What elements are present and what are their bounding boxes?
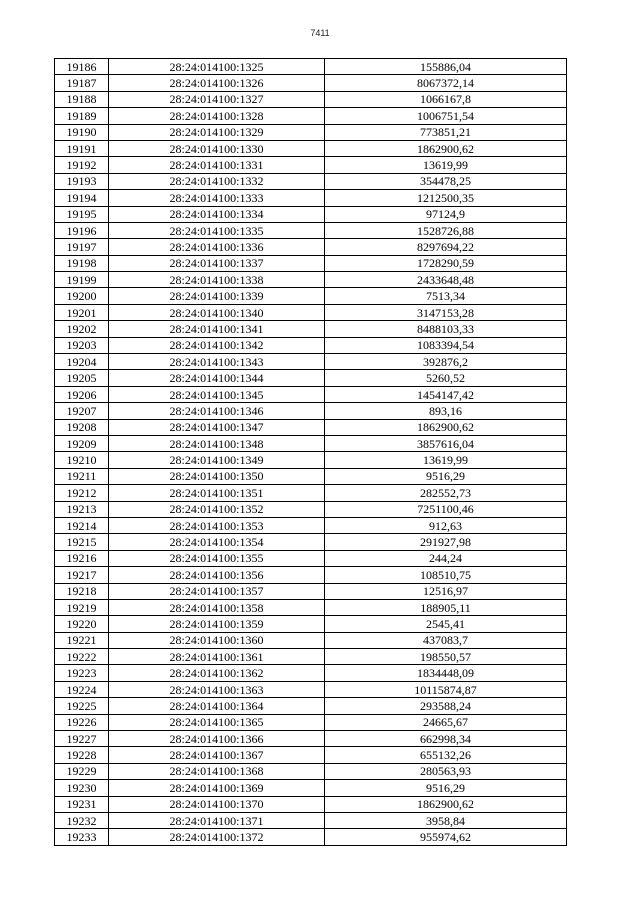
cadastral-number-cell: 28:24:014100:1325: [109, 59, 325, 75]
cadastral-value-cell: 1862900,62: [325, 140, 567, 156]
cadastral-value-cell: 8297694,22: [325, 239, 567, 255]
table-row: [55, 780, 567, 796]
row-number-cell: 19226: [55, 714, 109, 730]
cadastral-value-cell: 955974,62: [325, 829, 567, 845]
cadastral-number-cell: 28:24:014100:1333: [109, 190, 325, 206]
table-row: [55, 812, 567, 828]
cadastral-value-cell: 97124,9: [325, 206, 567, 222]
cadastral-value-cell: 1454147,42: [325, 386, 567, 402]
row-number-cell: 19196: [55, 222, 109, 238]
cadastral-value-cell: 2545,41: [325, 616, 567, 632]
table-row: [55, 681, 567, 697]
row-number-cell: 19189: [55, 108, 109, 124]
table-row: [55, 157, 567, 173]
cadastral-number-cell: 28:24:014100:1370: [109, 796, 325, 812]
cadastral-value-cell: 1862900,62: [325, 419, 567, 435]
cadastral-value-cell: 2433648,48: [325, 272, 567, 288]
cadastral-value-cell: 7513,34: [325, 288, 567, 304]
row-number-cell: 19202: [55, 321, 109, 337]
table-row: [55, 403, 567, 419]
row-number-cell: 19218: [55, 583, 109, 599]
cadastral-number-cell: 28:24:014100:1326: [109, 75, 325, 91]
cadastral-number-cell: 28:24:014100:1354: [109, 534, 325, 550]
table-row: [55, 288, 567, 304]
cadastral-value-cell: 291927,98: [325, 534, 567, 550]
table-row: [55, 665, 567, 681]
cadastral-number-cell: 28:24:014100:1335: [109, 222, 325, 238]
row-number-cell: 19217: [55, 567, 109, 583]
cadastral-value-cell: 8067372,14: [325, 75, 567, 91]
cadastral-value-cell: 3147153,28: [325, 304, 567, 320]
table-row: [55, 829, 567, 845]
row-number-cell: 19206: [55, 386, 109, 402]
row-number-cell: 19216: [55, 550, 109, 566]
row-number-cell: 19225: [55, 698, 109, 714]
table-row: [55, 714, 567, 730]
table-row: [55, 108, 567, 124]
cadastral-number-cell: 28:24:014100:1332: [109, 173, 325, 189]
cadastral-number-cell: 28:24:014100:1341: [109, 321, 325, 337]
cadastral-number-cell: 28:24:014100:1368: [109, 763, 325, 779]
table-row: [55, 435, 567, 451]
table-row: [55, 222, 567, 238]
table-row: [55, 616, 567, 632]
cadastral-number-cell: 28:24:014100:1358: [109, 599, 325, 615]
cadastral-number-cell: 28:24:014100:1352: [109, 501, 325, 517]
row-number-cell: 19207: [55, 403, 109, 419]
cadastral-value-table: [54, 58, 567, 846]
cadastral-value-cell: 293588,24: [325, 698, 567, 714]
cadastral-value-cell: 188905,11: [325, 599, 567, 615]
cadastral-number-cell: 28:24:014100:1353: [109, 517, 325, 533]
table-body: [55, 59, 567, 846]
row-number-cell: 19195: [55, 206, 109, 222]
row-number-cell: 19194: [55, 190, 109, 206]
cadastral-number-cell: 28:24:014100:1349: [109, 452, 325, 468]
cadastral-number-cell: 28:24:014100:1327: [109, 91, 325, 107]
cadastral-number-cell: 28:24:014100:1369: [109, 780, 325, 796]
row-number-cell: 19190: [55, 124, 109, 140]
table-row: [55, 255, 567, 271]
cadastral-number-cell: 28:24:014100:1366: [109, 731, 325, 747]
cadastral-value-cell: 1083394,54: [325, 337, 567, 353]
cadastral-value-cell: 198550,57: [325, 649, 567, 665]
cadastral-value-cell: 655132,26: [325, 747, 567, 763]
table-row: [55, 698, 567, 714]
table-row: [55, 731, 567, 747]
cadastral-value-cell: 155886,04: [325, 59, 567, 75]
cadastral-number-cell: 28:24:014100:1338: [109, 272, 325, 288]
table-row: [55, 583, 567, 599]
table-row: [55, 550, 567, 566]
table-row: [55, 452, 567, 468]
row-number-cell: 19223: [55, 665, 109, 681]
cadastral-number-cell: 28:24:014100:1372: [109, 829, 325, 845]
cadastral-value-cell: 108510,75: [325, 567, 567, 583]
cadastral-number-cell: 28:24:014100:1331: [109, 157, 325, 173]
cadastral-value-cell: 1528726,88: [325, 222, 567, 238]
cadastral-number-cell: 28:24:014100:1330: [109, 140, 325, 156]
table-row: [55, 59, 567, 75]
table-row: [55, 190, 567, 206]
cadastral-number-cell: 28:24:014100:1360: [109, 632, 325, 648]
table-row: [55, 91, 567, 107]
cadastral-number-cell: 28:24:014100:1340: [109, 304, 325, 320]
cadastral-value-cell: 1728290,59: [325, 255, 567, 271]
table-row: [55, 304, 567, 320]
row-number-cell: 19215: [55, 534, 109, 550]
cadastral-value-cell: 437083,7: [325, 632, 567, 648]
cadastral-number-cell: 28:24:014100:1371: [109, 812, 325, 828]
row-number-cell: 19197: [55, 239, 109, 255]
cadastral-number-cell: 28:24:014100:1355: [109, 550, 325, 566]
row-number-cell: 19224: [55, 681, 109, 697]
cadastral-number-cell: 28:24:014100:1346: [109, 403, 325, 419]
cadastral-value-cell: 1862900,62: [325, 796, 567, 812]
table-row: [55, 75, 567, 91]
cadastral-number-cell: 28:24:014100:1336: [109, 239, 325, 255]
cadastral-number-cell: 28:24:014100:1342: [109, 337, 325, 353]
cadastral-number-cell: 28:24:014100:1356: [109, 567, 325, 583]
row-number-cell: 19198: [55, 255, 109, 271]
cadastral-value-cell: 7251100,46: [325, 501, 567, 517]
row-number-cell: 19203: [55, 337, 109, 353]
table-row: [55, 796, 567, 812]
cadastral-value-cell: 893,16: [325, 403, 567, 419]
cadastral-number-cell: 28:24:014100:1365: [109, 714, 325, 730]
table-row: [55, 599, 567, 615]
cadastral-number-cell: 28:24:014100:1334: [109, 206, 325, 222]
row-number-cell: 19191: [55, 140, 109, 156]
table-row: [55, 239, 567, 255]
row-number-cell: 19230: [55, 780, 109, 796]
cadastral-number-cell: 28:24:014100:1344: [109, 370, 325, 386]
table-row: [55, 321, 567, 337]
table-row: [55, 649, 567, 665]
cadastral-value-cell: 662998,34: [325, 731, 567, 747]
row-number-cell: 19201: [55, 304, 109, 320]
row-number-cell: 19229: [55, 763, 109, 779]
cadastral-value-cell: 3958,84: [325, 812, 567, 828]
cadastral-number-cell: 28:24:014100:1350: [109, 468, 325, 484]
table-row: [55, 517, 567, 533]
table-row: [55, 124, 567, 140]
table-row: [55, 632, 567, 648]
table-row: [55, 354, 567, 370]
cadastral-number-cell: 28:24:014100:1329: [109, 124, 325, 140]
cadastral-number-cell: 28:24:014100:1347: [109, 419, 325, 435]
cadastral-value-cell: 8488103,33: [325, 321, 567, 337]
cadastral-value-cell: 9516,29: [325, 468, 567, 484]
row-number-cell: 19222: [55, 649, 109, 665]
row-number-cell: 19204: [55, 354, 109, 370]
cadastral-number-cell: 28:24:014100:1362: [109, 665, 325, 681]
row-number-cell: 19232: [55, 812, 109, 828]
cadastral-number-cell: 28:24:014100:1357: [109, 583, 325, 599]
row-number-cell: 19187: [55, 75, 109, 91]
row-number-cell: 19212: [55, 485, 109, 501]
cadastral-value-cell: 9516,29: [325, 780, 567, 796]
cadastral-value-cell: 24665,67: [325, 714, 567, 730]
table-row: [55, 386, 567, 402]
cadastral-number-cell: 28:24:014100:1364: [109, 698, 325, 714]
cadastral-number-cell: 28:24:014100:1348: [109, 435, 325, 451]
table-row: [55, 485, 567, 501]
row-number-cell: 19220: [55, 616, 109, 632]
page-number: 7411: [310, 28, 330, 38]
table-row: [55, 206, 567, 222]
cadastral-value-cell: 1006751,54: [325, 108, 567, 124]
row-number-cell: 19192: [55, 157, 109, 173]
table-row: [55, 140, 567, 156]
cadastral-number-cell: 28:24:014100:1363: [109, 681, 325, 697]
row-number-cell: 19210: [55, 452, 109, 468]
row-number-cell: 19199: [55, 272, 109, 288]
cadastral-value-cell: 282552,73: [325, 485, 567, 501]
cadastral-value-cell: 1066167,8: [325, 91, 567, 107]
cadastral-value-cell: 392876,2: [325, 354, 567, 370]
cadastral-value-cell: 5260,52: [325, 370, 567, 386]
table-row: [55, 337, 567, 353]
row-number-cell: 19193: [55, 173, 109, 189]
row-number-cell: 19200: [55, 288, 109, 304]
row-number-cell: 19213: [55, 501, 109, 517]
cadastral-number-cell: 28:24:014100:1345: [109, 386, 325, 402]
row-number-cell: 19221: [55, 632, 109, 648]
cadastral-value-cell: 12516,97: [325, 583, 567, 599]
cadastral-value-cell: 244,24: [325, 550, 567, 566]
table-row: [55, 501, 567, 517]
table-row: [55, 468, 567, 484]
cadastral-value-cell: 3857616,04: [325, 435, 567, 451]
row-number-cell: 19211: [55, 468, 109, 484]
cadastral-number-cell: 28:24:014100:1328: [109, 108, 325, 124]
row-number-cell: 19227: [55, 731, 109, 747]
row-number-cell: 19219: [55, 599, 109, 615]
cadastral-value-cell: 773851,21: [325, 124, 567, 140]
cadastral-number-cell: 28:24:014100:1359: [109, 616, 325, 632]
cadastral-number-cell: 28:24:014100:1361: [109, 649, 325, 665]
table-row: [55, 747, 567, 763]
cadastral-number-cell: 28:24:014100:1337: [109, 255, 325, 271]
table-row: [55, 419, 567, 435]
cadastral-value-cell: 10115874,87: [325, 681, 567, 697]
row-number-cell: 19231: [55, 796, 109, 812]
cadastral-value-cell: 912,63: [325, 517, 567, 533]
table-row: [55, 763, 567, 779]
row-number-cell: 19233: [55, 829, 109, 845]
row-number-cell: 19188: [55, 91, 109, 107]
table-row: [55, 534, 567, 550]
table-row: [55, 173, 567, 189]
cadastral-value-cell: 354478,25: [325, 173, 567, 189]
row-number-cell: 19208: [55, 419, 109, 435]
row-number-cell: 19186: [55, 59, 109, 75]
cadastral-value-cell: 13619,99: [325, 157, 567, 173]
table-row: [55, 370, 567, 386]
cadastral-value-cell: 1212500,35: [325, 190, 567, 206]
table-row: [55, 567, 567, 583]
table-row: [55, 272, 567, 288]
row-number-cell: 19214: [55, 517, 109, 533]
cadastral-number-cell: 28:24:014100:1367: [109, 747, 325, 763]
cadastral-value-cell: 13619,99: [325, 452, 567, 468]
cadastral-number-cell: 28:24:014100:1339: [109, 288, 325, 304]
cadastral-number-cell: 28:24:014100:1351: [109, 485, 325, 501]
cadastral-number-cell: 28:24:014100:1343: [109, 354, 325, 370]
row-number-cell: 19209: [55, 435, 109, 451]
row-number-cell: 19205: [55, 370, 109, 386]
cadastral-value-cell: 280563,93: [325, 763, 567, 779]
row-number-cell: 19228: [55, 747, 109, 763]
cadastral-value-cell: 1834448,09: [325, 665, 567, 681]
